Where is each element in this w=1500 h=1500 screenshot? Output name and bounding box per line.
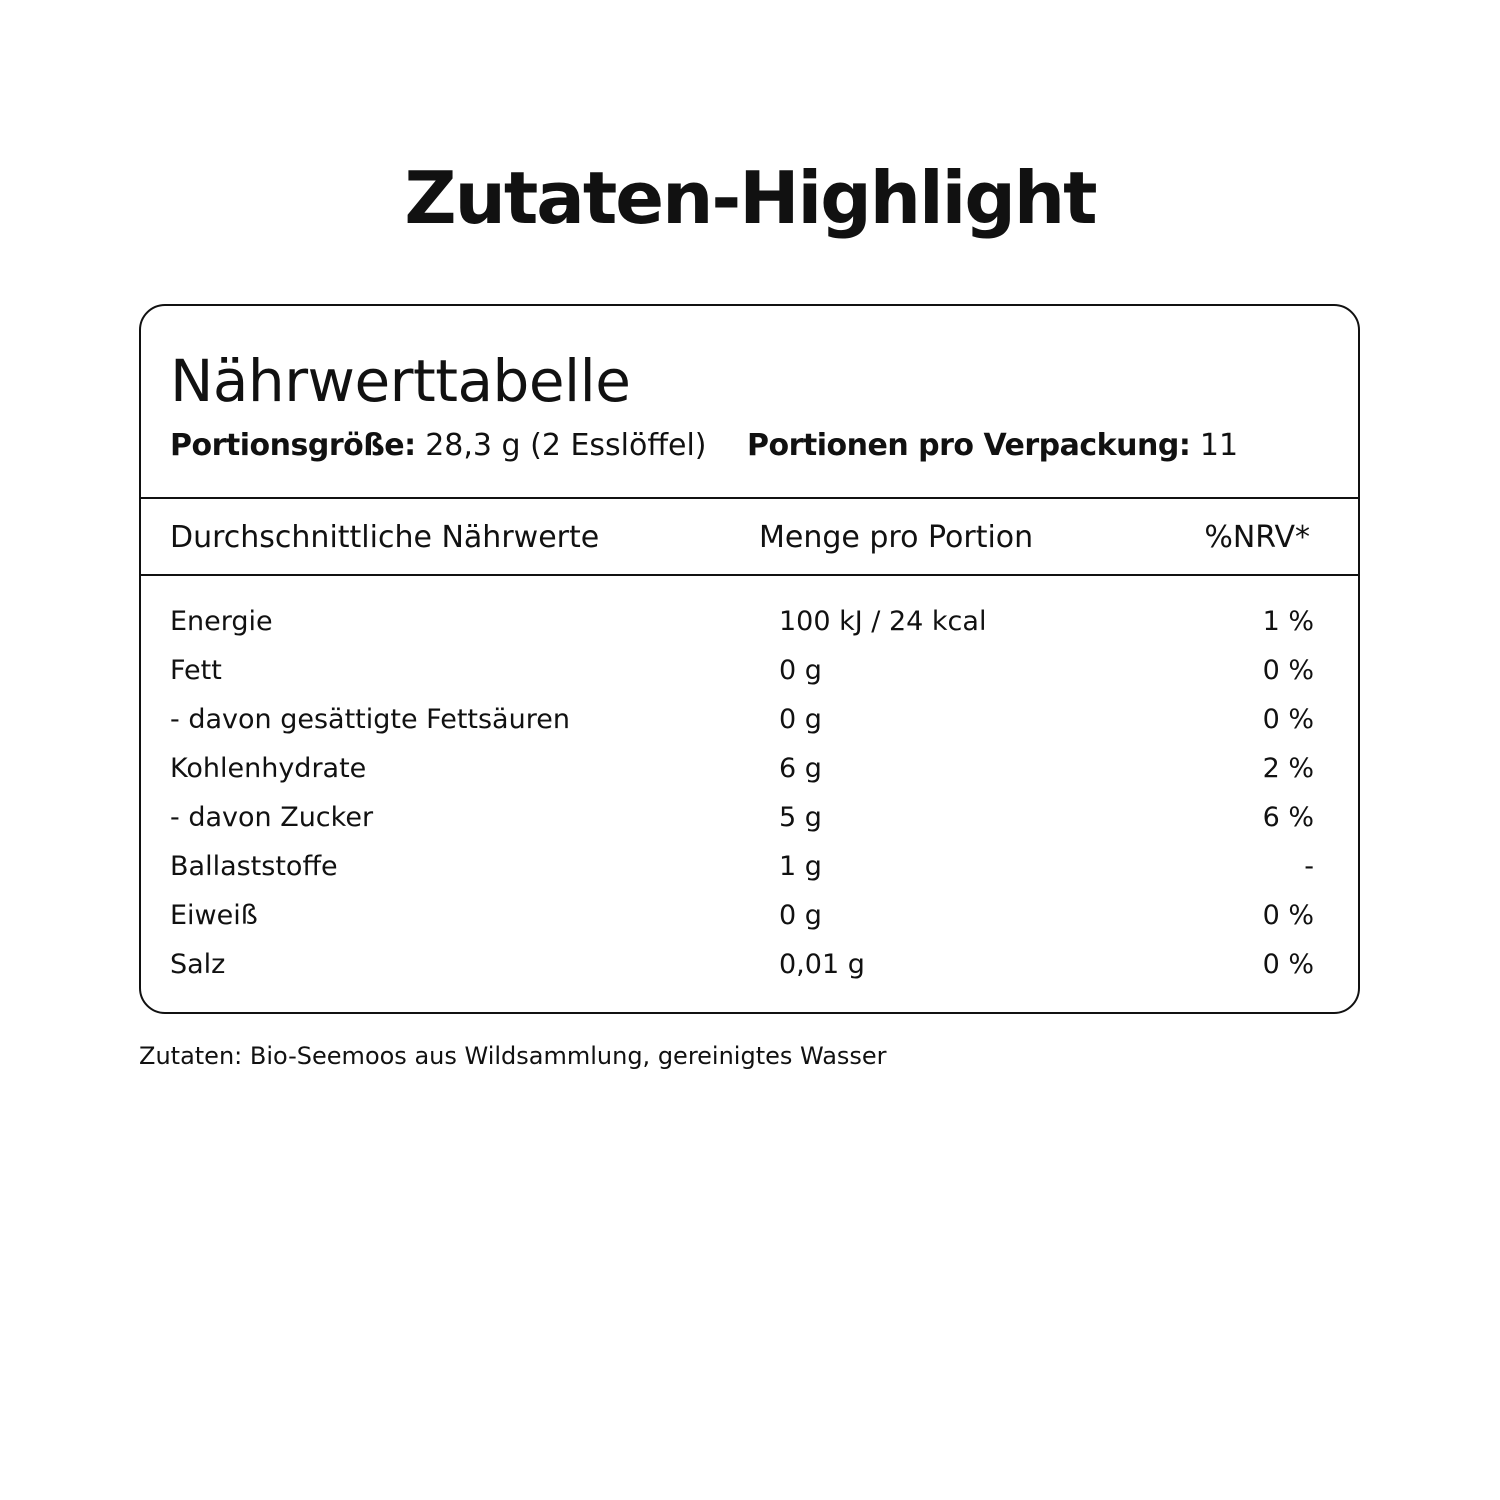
nutrient-nrv: 0 % <box>1262 704 1314 735</box>
nutrient-amount: 0 g <box>779 900 822 931</box>
portion-size-value: 28,3 g (2 Esslöffel) <box>425 428 707 463</box>
nutrient-name: Energie <box>170 606 273 637</box>
column-header-nrv: %NRV* <box>1204 520 1310 555</box>
nutrient-nrv: 0 % <box>1262 949 1314 980</box>
column-header-amount: Menge pro Portion <box>759 520 1034 555</box>
table-row <box>141 653 1358 702</box>
nutrient-amount: 0 g <box>779 655 822 686</box>
table-row <box>141 947 1358 996</box>
nutrient-name: Kohlenhydrate <box>170 753 367 784</box>
nutrient-amount: 1 g <box>779 851 822 882</box>
nutrient-amount: 0,01 g <box>779 949 865 980</box>
table-row <box>141 800 1358 849</box>
ingredients-note: Zutaten: Bio-Seemoos aus Wildsammlung, gereinigtes Wasser <box>139 1042 887 1070</box>
table-row <box>141 702 1358 751</box>
nutrient-amount: 6 g <box>779 753 822 784</box>
nutrient-name: - davon gesättigte Fettsäuren <box>170 704 570 735</box>
nutrient-nrv: 6 % <box>1262 802 1314 833</box>
column-header-divider <box>141 574 1358 576</box>
portions-value: 11 <box>1199 428 1239 463</box>
nutrient-name: Ballaststoffe <box>170 851 338 882</box>
portion-size <box>170 428 707 464</box>
header-divider <box>141 497 1358 499</box>
nutrition-table-heading: Nährwerttabelle <box>170 347 631 415</box>
table-row <box>141 604 1358 653</box>
nutrient-rows <box>141 604 1358 996</box>
nutrient-nrv: 1 % <box>1262 606 1314 637</box>
page-title: Zutaten-Highlight <box>404 156 1096 240</box>
table-row <box>141 751 1358 800</box>
nutrient-amount: 5 g <box>779 802 822 833</box>
table-row <box>141 849 1358 898</box>
portion-size-label: Portionsgröße: <box>170 428 416 463</box>
nutrient-nrv: 0 % <box>1262 655 1314 686</box>
table-row <box>141 898 1358 947</box>
nutrition-table <box>139 304 1360 1014</box>
nutrient-name: Eiweiß <box>170 900 258 931</box>
nutrient-name: Fett <box>170 655 222 686</box>
nutrient-amount: 100 kJ / 24 kcal <box>779 606 987 637</box>
nutrient-nrv: 2 % <box>1262 753 1314 784</box>
nutrient-nrv: - <box>1304 851 1314 882</box>
nutrient-nrv: 0 % <box>1262 900 1314 931</box>
nutrient-amount: 0 g <box>779 704 822 735</box>
portions-label: Portionen pro Verpackung: <box>747 428 1191 463</box>
column-header-nutrient: Durchschnittliche Nährwerte <box>170 520 600 555</box>
nutrient-name: - davon Zucker <box>170 802 374 833</box>
nutrient-name: Salz <box>170 949 226 980</box>
portions-per-package <box>747 428 1238 464</box>
